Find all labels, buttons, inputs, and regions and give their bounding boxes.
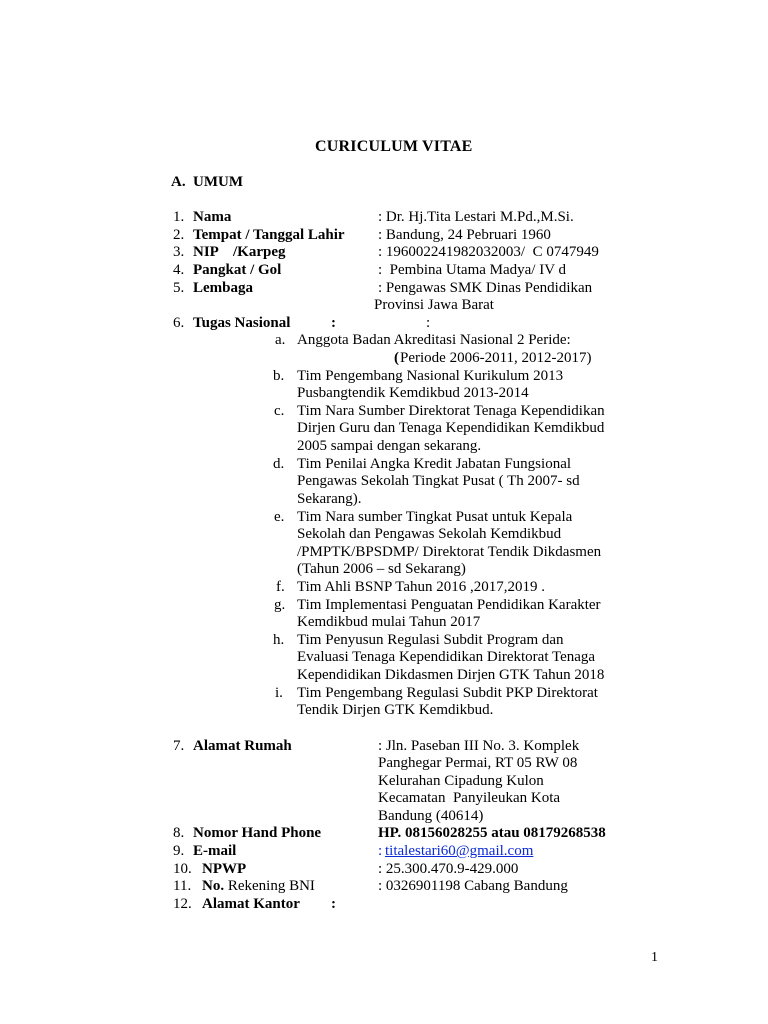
- value-nama: : Dr. Hj.Tita Lestari M.Pd.,M.Si.: [378, 209, 574, 225]
- list-item-line: Tim Penilai Angka Kredit Jabatan Fungsional: [297, 456, 572, 472]
- item-number: 7.: [173, 738, 185, 754]
- list-item-line: Tim Implementasi Penguatan Pendidikan Karakter: [297, 597, 601, 613]
- list-item-line: Sekarang).: [297, 491, 362, 507]
- list-item-line: Tim Penyusun Regulasi Subdit Program dan: [297, 632, 564, 648]
- item-number: 6.: [173, 315, 185, 331]
- label-alamat-rumah: Alamat Rumah: [193, 738, 292, 754]
- list-item-line: Tendik Dirjen GTK Kemdikbud.: [297, 702, 494, 718]
- value-alamat-line: Panghegar Permai, RT 05 RW 08: [378, 755, 578, 771]
- list-item-line: (Tahun 2006 – sd Sekarang): [297, 561, 466, 577]
- list-item-line: Evaluasi Tenaga Kependidikan Direktorat Tenaga: [297, 649, 596, 665]
- item-number: 3.: [173, 244, 185, 260]
- value-hp: HP. 08156028255 atau 08179268538: [378, 825, 606, 841]
- value-ttl: : Bandung, 24 Pebruari 1960: [378, 227, 551, 243]
- value-nip: : 196002241982032003/ C 0747949: [378, 244, 599, 260]
- list-letter: b.: [273, 368, 285, 384]
- label-email: E-mail: [193, 843, 237, 859]
- periode-paren: (: [394, 350, 399, 366]
- value-npwp: : 25.300.470.9-429.000: [378, 861, 519, 877]
- list-item-line: Tim Ahli BSNP Tahun 2016 ,2017,2019 .: [297, 579, 546, 595]
- email-link[interactable]: titalestari60@gmail.com: [385, 843, 534, 859]
- list-item-line: 2005 sampai dengan sekarang.: [297, 438, 482, 454]
- label-lembaga: Lembaga: [193, 280, 253, 296]
- item-number: 12.: [173, 896, 192, 912]
- list-letter: i.: [275, 685, 283, 701]
- list-item-line: Sekolah dan Pengawas Sekolah Kemdikbud: [297, 526, 562, 542]
- item-number: 8.: [173, 825, 185, 841]
- list-item-line: Pengawas Sekolah Tingkat Pusat ( Th 2007- sd: [297, 473, 580, 489]
- colon: :: [331, 896, 336, 912]
- list-letter: h.: [273, 632, 285, 648]
- label-ttl: Tempat / Tanggal Lahir: [193, 227, 345, 243]
- document-title: CURICULUM VITAE: [315, 138, 473, 155]
- value-lembaga-line: : Pengawas SMK Dinas Pendidikan: [378, 280, 593, 296]
- label-nip: NIP /Karpeg: [193, 244, 286, 260]
- colon: :: [378, 843, 383, 859]
- label-tugas: Tugas Nasional: [193, 315, 291, 331]
- item-number: 5.: [173, 280, 185, 296]
- list-item-line: Tim Nara sumber Tingkat Pusat untuk Kepala: [297, 509, 573, 525]
- item-number: 1.: [173, 209, 185, 225]
- list-item-line: Anggota Badan Akreditasi Nasional 2 Peride:: [297, 332, 571, 348]
- label-npwp: NPWP: [202, 861, 247, 877]
- label-pangkat: Pangkat / Gol: [193, 262, 282, 278]
- value-rekening: : 0326901198 Cabang Bandung: [378, 878, 568, 894]
- section-heading: UMUM: [193, 174, 243, 190]
- value-alamat-line: Kelurahan Cipadung Kulon: [378, 773, 544, 789]
- list-item-line: Pusbangtendik Kemdikbud 2013-2014: [297, 385, 529, 401]
- list-letter: a.: [275, 332, 286, 348]
- colon: :: [426, 315, 431, 331]
- list-letter: f.: [276, 579, 285, 595]
- list-item-line: Tim Pengembang Regulasi Subdit PKP Direktorat: [297, 685, 598, 701]
- value-alamat-line: Bandung (40614): [378, 808, 484, 824]
- item-number: 11.: [173, 878, 192, 894]
- periode-text: Periode 2006-2011, 2012-2017): [400, 350, 592, 366]
- value-alamat-line: : Jln. Paseban III No. 3. Komplek: [378, 738, 580, 754]
- item-number: 9.: [173, 843, 185, 859]
- page-number: 1: [651, 950, 658, 965]
- label-rekening-bold: No.: [202, 878, 225, 894]
- list-letter: c.: [274, 403, 285, 419]
- item-number: 10.: [173, 861, 192, 877]
- value-lembaga-line: Provinsi Jawa Barat: [374, 297, 494, 313]
- value-pangkat: : Pembina Utama Madya/ IV d: [378, 262, 567, 278]
- section-letter: A.: [171, 174, 186, 190]
- list-letter: g.: [274, 597, 286, 613]
- label-alamat-kantor: Alamat Kantor: [202, 896, 300, 912]
- colon: :: [331, 315, 336, 331]
- item-number: 2.: [173, 227, 185, 243]
- label-nama: Nama: [193, 209, 232, 225]
- list-item-line: Tim Nara Sumber Direktorat Tenaga Kependidikan: [297, 403, 605, 419]
- list-item-line: Tim Pengembang Nasional Kurikulum 2013: [297, 368, 564, 384]
- label-hp: Nomor Hand Phone: [193, 825, 322, 841]
- list-item-line: /PMPTK/BPSDMP/ Direktorat Tendik Dikdasmen: [297, 544, 602, 560]
- list-item-line: Dirjen Guru dan Tenaga Kependidikan Kemdikbud: [297, 420, 605, 436]
- list-item-line: Kependidikan Dikdasmen Dirjen GTK Tahun 2018: [297, 667, 605, 683]
- list-letter: e.: [274, 509, 285, 525]
- list-letter: d.: [273, 456, 285, 472]
- label-rekening: [202, 878, 315, 896]
- label-rekening-rest: Rekening BNI: [224, 878, 315, 894]
- list-item-line: Kemdikbud mulai Tahun 2017: [297, 614, 481, 630]
- item-number: 4.: [173, 262, 185, 278]
- value-alamat-line: Kecamatan Panyileukan Kota: [378, 790, 561, 806]
